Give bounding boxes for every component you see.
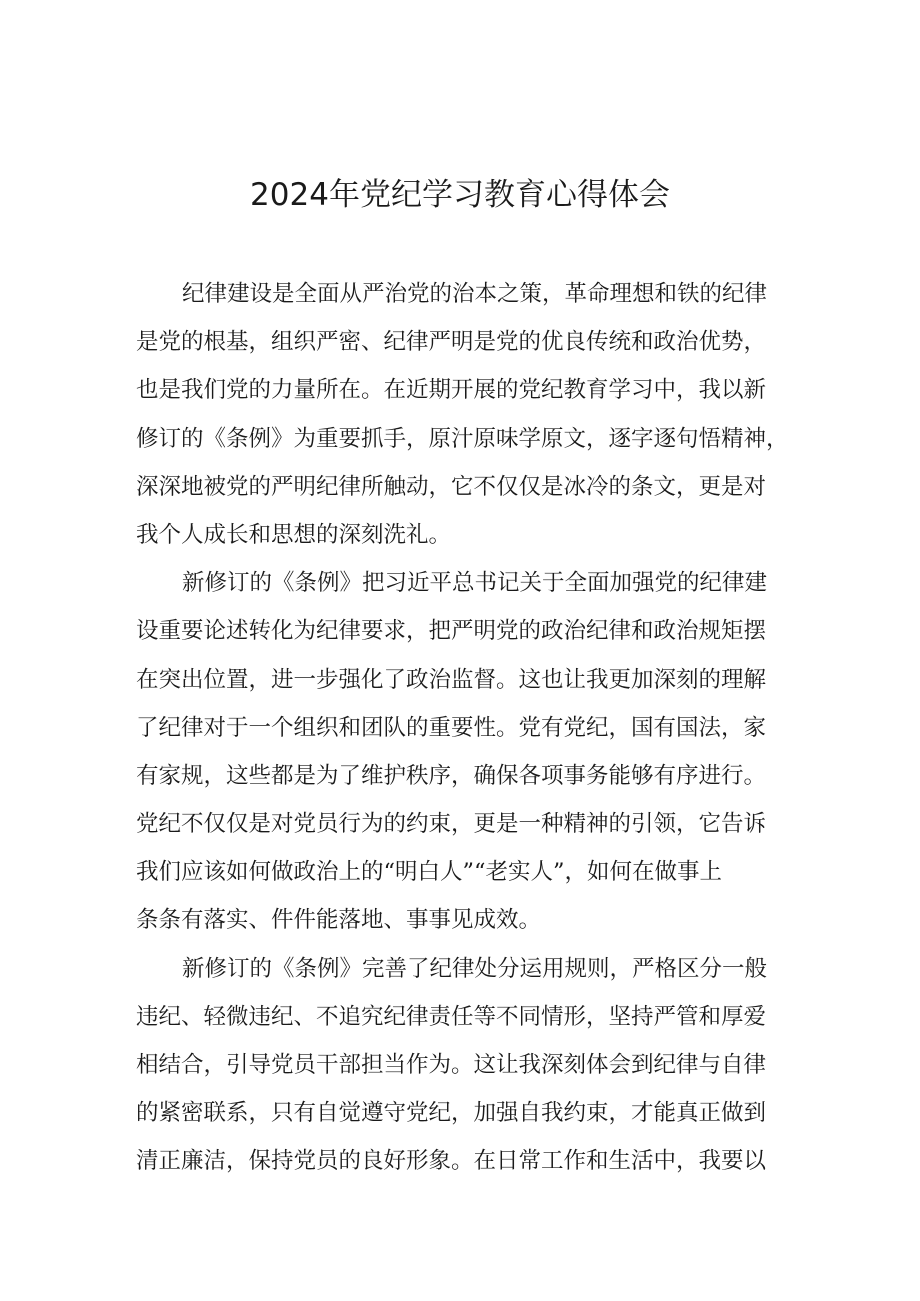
paragraph-line: 也是我们党的力量所在。在近期开展的党纪教育学习中，我以新 xyxy=(136,377,767,404)
paragraph-line: 条条有落实、件件能落地、事事见成效。 xyxy=(136,907,542,934)
paragraph-line: 在突出位置，进一步强化了政治监督。这也让我更加深刻的理解 xyxy=(136,666,767,693)
paragraph-line: 相结合，引导党员干部担当作为。这让我深刻体会到纪律与自律 xyxy=(136,1052,767,1078)
paragraph-line: 纪律建设是全面从严治党的治本之策，革命理想和铁的纪律 xyxy=(182,281,768,307)
paragraph-line: 了纪律对于一个组织和团队的重要性。党有党纪，国有国法，家 xyxy=(136,714,767,741)
paragraph-1 xyxy=(136,270,789,559)
document-body xyxy=(136,270,789,1186)
paragraph-line: 修订的《条例》为重要抓手，原汁原味学原文，逐字逐句悟精神， xyxy=(136,425,789,452)
paragraph-line: 新修订的《条例》把习近平总书记关于全面加强党的纪律建 xyxy=(182,570,768,597)
paragraph-2 xyxy=(136,559,786,945)
document-title: 2024年党纪学习教育心得体会 xyxy=(250,177,670,213)
paragraph-line: 违纪、轻微违纪、不追究纪律责任等不同情形，坚持严管和厚爱 xyxy=(136,1003,767,1030)
paragraph-line: 新修订的《条例》完善了纪律处分运用规则，严格区分一般 xyxy=(182,955,768,982)
paragraph-line: 深深地被党的严明纪律所触动，它不仅仅是冰冷的条文，更是对 xyxy=(136,473,767,500)
paragraph-line: 党纪不仅仅是对党员行为的约束，更是一种精神的引领，它告诉 xyxy=(136,811,767,838)
paragraph-line: 我个人成长和思想的深刻洗礼。 xyxy=(136,521,452,548)
paragraph-line: 设重要论述转化为纪律要求，把严明党的政治纪律和政治规矩摆 xyxy=(136,618,767,645)
paragraph-line: 我们应该如何做政治上的“明白人”“老实人”，如何在做事上 xyxy=(136,859,723,886)
paragraph-line: 的紧密联系，只有自觉遵守党纪，加强自我约束，才能真正做到 xyxy=(136,1100,767,1127)
paragraph-line: 清正廉洁，保持党员的良好形象。在日常工作和生活中，我要以 xyxy=(136,1148,767,1175)
paragraph-line: 是党的根基，组织严密、纪律严明是党的优良传统和政治优势， xyxy=(136,329,767,356)
paragraph-3 xyxy=(136,945,786,1186)
paragraph-line: 有家规，这些都是为了维护秩序，确保各项事务能够有序进行。 xyxy=(136,762,767,789)
